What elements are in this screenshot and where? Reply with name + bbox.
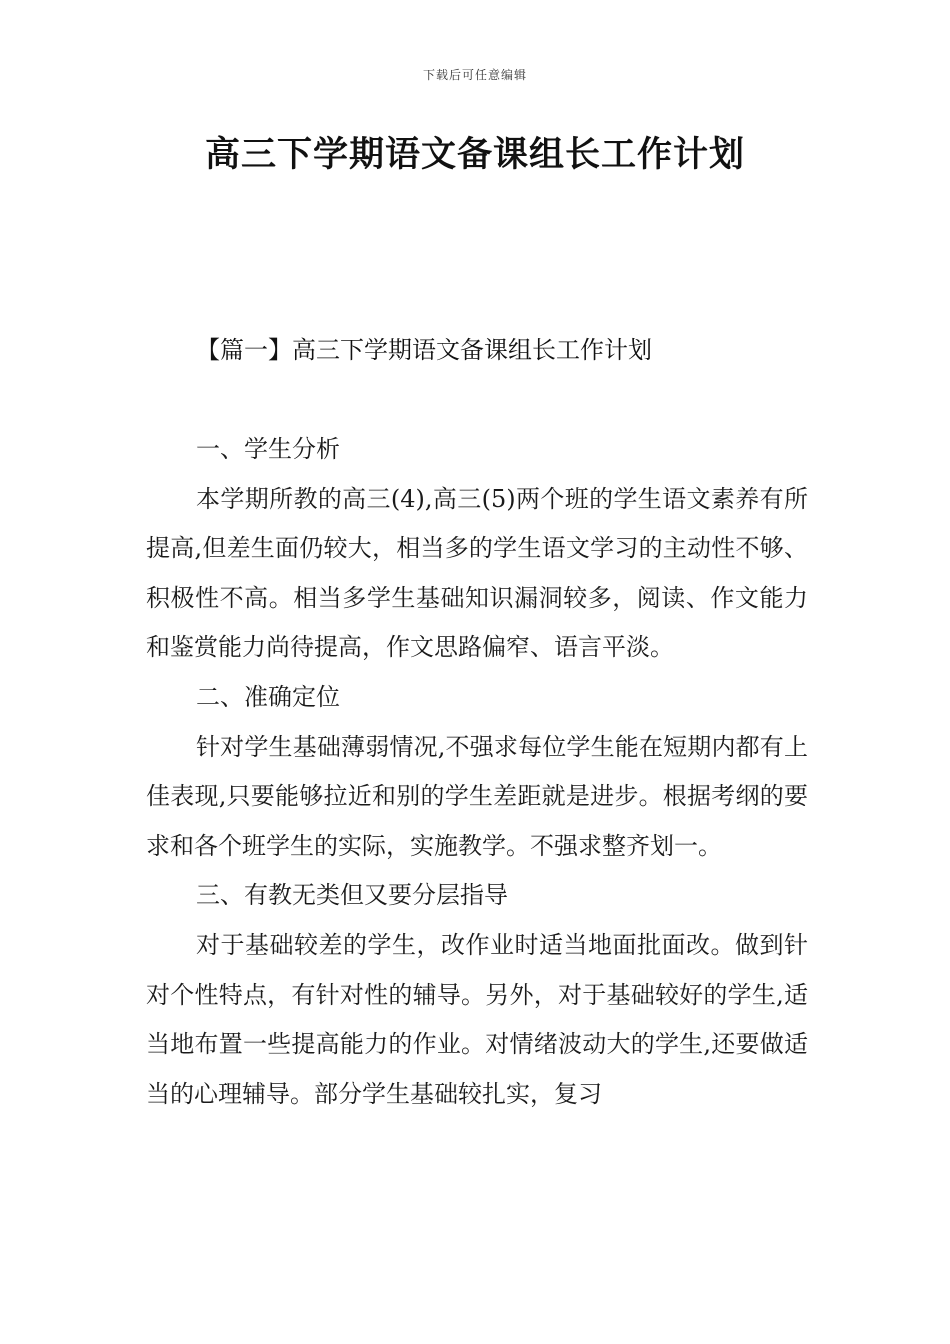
subheading-student-analysis: 一、学生分析 [196, 435, 340, 463]
subheading-positioning: 二、准确定位 [196, 682, 340, 711]
paragraph-positioning: 针对学生基础薄弱情况,不强求每位学生能在短期内都有上佳表现,只要能够拉近和别的学生差距就是进步。根据考纲的要求和各个班学生的实际，实施教学。不强求整齐划一。 [146, 732, 808, 860]
paragraph-student-analysis: 本学期所教的高三(4),高三(5)两个班的学生语文素养有所提高,但差生面仍较大，相当多的学生语文学习的主动性不够、积极性不高。相当多学生基础知识漏洞较多，阅读、作文能力和鉴赏能力尚待提高，作文思路偏窄、语言平淡。 [146, 484, 808, 662]
document-body [146, 425, 808, 1119]
section-heading: 【篇一】高三下学期语文备课组长工作计划 [196, 336, 652, 364]
document-title: 高三下学期语文备课组长工作计划 [204, 135, 745, 175]
header-note: 下载后可任意编辑 [422, 68, 527, 82]
subheading-tiered-guidance: 三、有教无类但又要分层指导 [196, 881, 508, 910]
paragraph-tiered-guidance: 对于基础较差的学生，改作业时适当地面批面改。做到针对个性特点，有针对性的辅导。另外，对于基础较好的学生,适当地布置一些提高能力的作业。对情绪波动大的学生,还要做适当的心理辅导。部分学生基础较扎实，复习 [146, 930, 808, 1108]
